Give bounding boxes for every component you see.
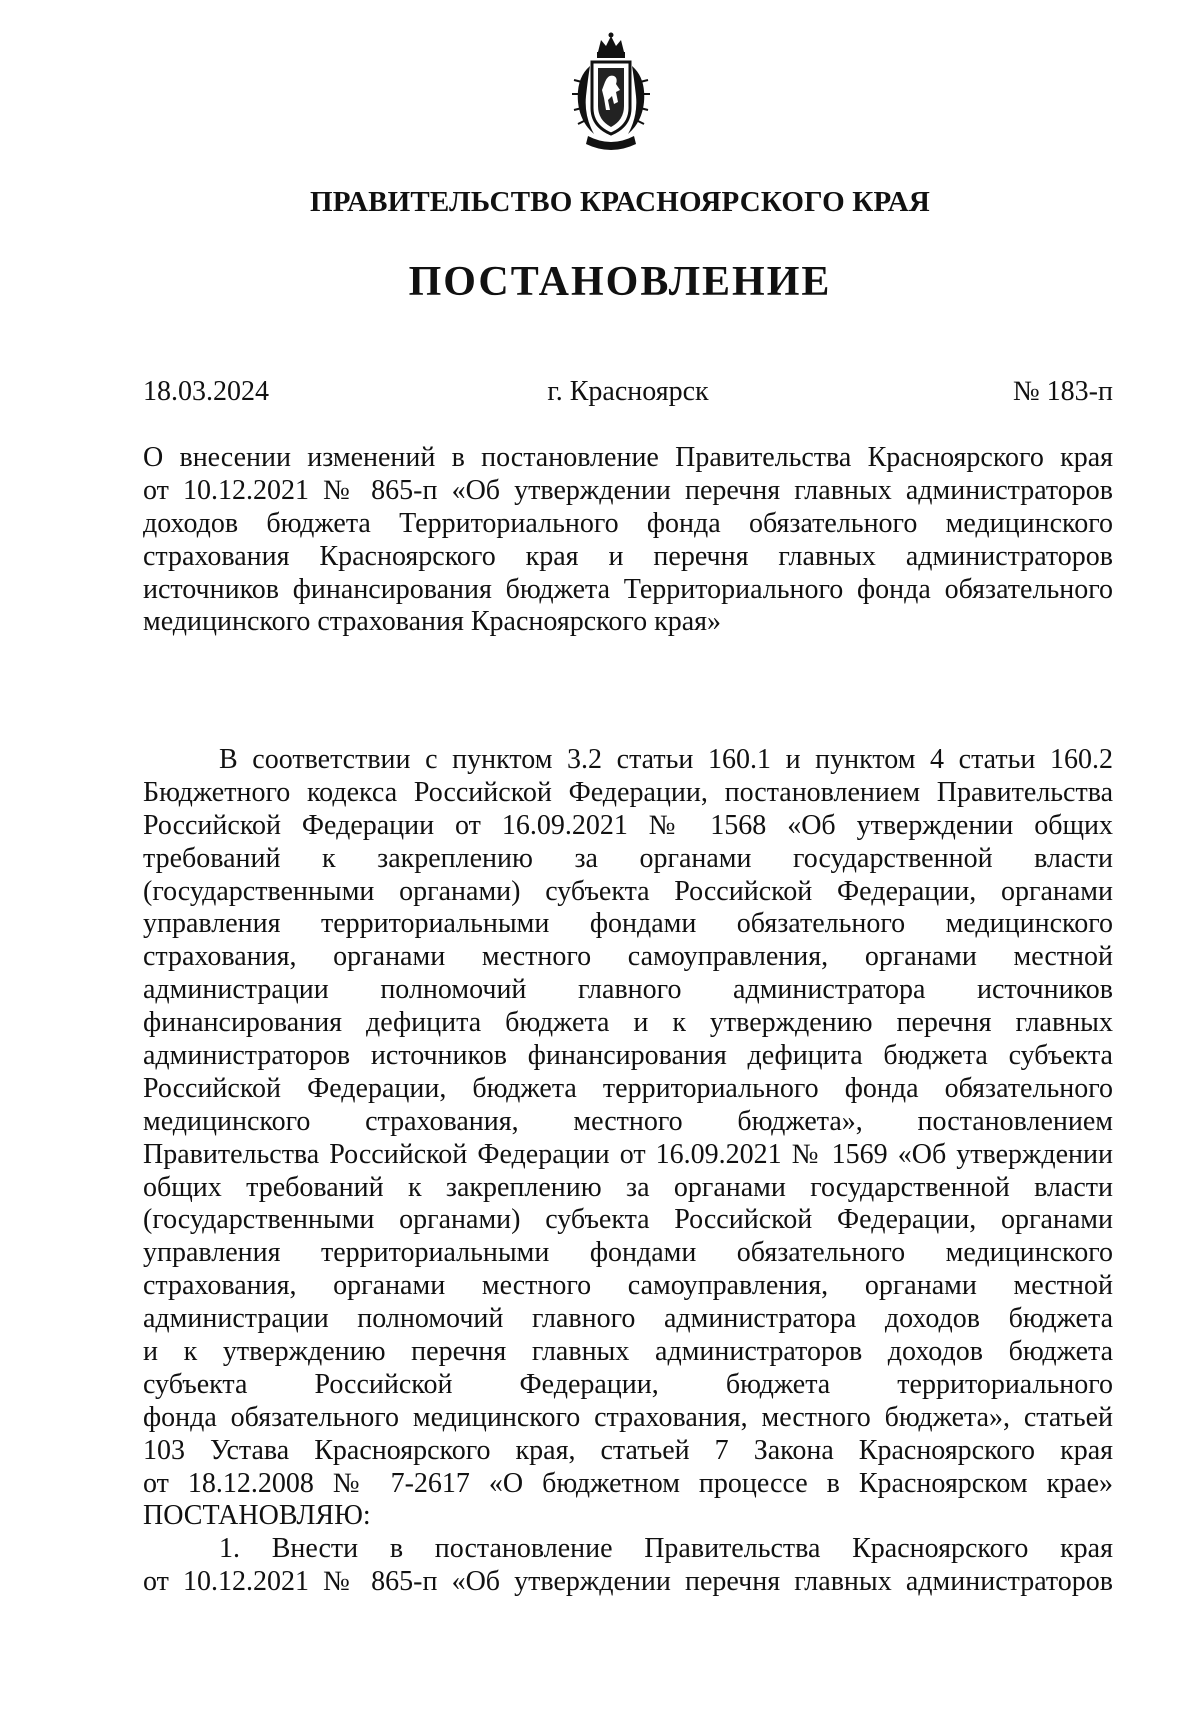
body-line: страхования, органами местного самоуправления, органами местной (143, 941, 1113, 973)
body-line: администрации полномочий главного администратора источников (143, 974, 1113, 1006)
body-line: субъекта Российской Федерации, бюджета территориального (143, 1368, 1113, 1400)
body-line: 1. Внести в постановление Правительства Красноярского края (219, 1533, 1113, 1565)
document-meta (143, 376, 1113, 412)
subject-line: от 10.12.2021 № 865-п «Об утверждении перечня главных администраторов (143, 474, 1113, 506)
government-title: ПРАВИТЕЛЬСТВО КРАСНОЯРСКОГО КРАЯ (309, 186, 931, 218)
body-line: 103 Устава Красноярского края, статьей 7 Закона Красноярского края (143, 1434, 1113, 1466)
body-line: страхования, органами местного самоуправления, органами местной (143, 1270, 1113, 1302)
document-body (143, 744, 1113, 1599)
body-line: Бюджетного кодекса Российской Федерации, постановлением Правительства (143, 776, 1113, 808)
krasnoyarsk-coat-of-arms-icon (568, 30, 654, 158)
body-line: от 18.12.2008 № 7-2617 «О бюджетном процессе в Красноярском крае» (143, 1467, 1113, 1499)
body-line: администрации полномочий главного администратора доходов бюджета (143, 1303, 1113, 1335)
subject-line: медицинского страхования Красноярского края» (143, 606, 722, 638)
body-line: финансирования дефицита бюджета и к утверждению перечня главных (143, 1007, 1113, 1039)
body-line: Российской Федерации, бюджета территориального фонда обязательного (143, 1072, 1113, 1104)
body-line: требований к закреплению за органами государственной власти (143, 842, 1113, 874)
body-line: (государственными органами) субъекта Российской Федерации, органами (143, 1204, 1113, 1236)
body-line: администраторов источников финансирования дефицита бюджета субъекта (143, 1040, 1113, 1072)
body-line: управления территориальными фондами обязательного медицинского (143, 1237, 1113, 1269)
subject-line: О внесении изменений в постановление Правительства Красноярского края (143, 442, 1113, 473)
document-number: № 183-п (1012, 376, 1113, 407)
document-date: 18.03.2024 (143, 376, 269, 407)
body-line: (государственными органами) субъекта Российской Федерации, органами (143, 875, 1113, 907)
subject-line: доходов бюджета Территориального фонда обязательного медицинского (143, 507, 1113, 539)
subject-line: источников финансирования бюджета Территориального фонда обязательного (143, 573, 1113, 605)
body-line: и к утверждению перечня главных администраторов доходов бюджета (143, 1336, 1113, 1368)
body-line: Российской Федерации от 16.09.2021 № 1568 «Об утверждении общих (143, 809, 1113, 841)
body-line: В соответствии с пунктом 3.2 статьи 160.1 и пунктом 4 статьи 160.2 (219, 744, 1113, 775)
body-line: управления территориальными фондами обязательного медицинского (143, 908, 1113, 940)
subject-line: страхования Красноярского края и перечня главных администраторов (143, 540, 1113, 572)
body-line: Правительства Российской Федерации от 16.09.2021 № 1569 «Об утверждении (143, 1138, 1113, 1170)
document-subject (143, 442, 1113, 639)
body-line: общих требований к закреплению за органами государственной власти (143, 1171, 1113, 1203)
body-line: фонда обязательного медицинского страхования, местного бюджета», статьей (143, 1401, 1113, 1433)
document-type: ПОСТАНОВЛЕНИЕ (408, 259, 832, 305)
body-line: медицинского страхования, местного бюджета», постановлением (143, 1105, 1113, 1137)
body-line: ПОСТАНОВЛЯЮ: (143, 1500, 371, 1532)
body-line: от 10.12.2021 № 865-п «Об утверждении перечня главных администраторов (143, 1566, 1113, 1598)
document-city: г. Красноярск (547, 376, 709, 407)
